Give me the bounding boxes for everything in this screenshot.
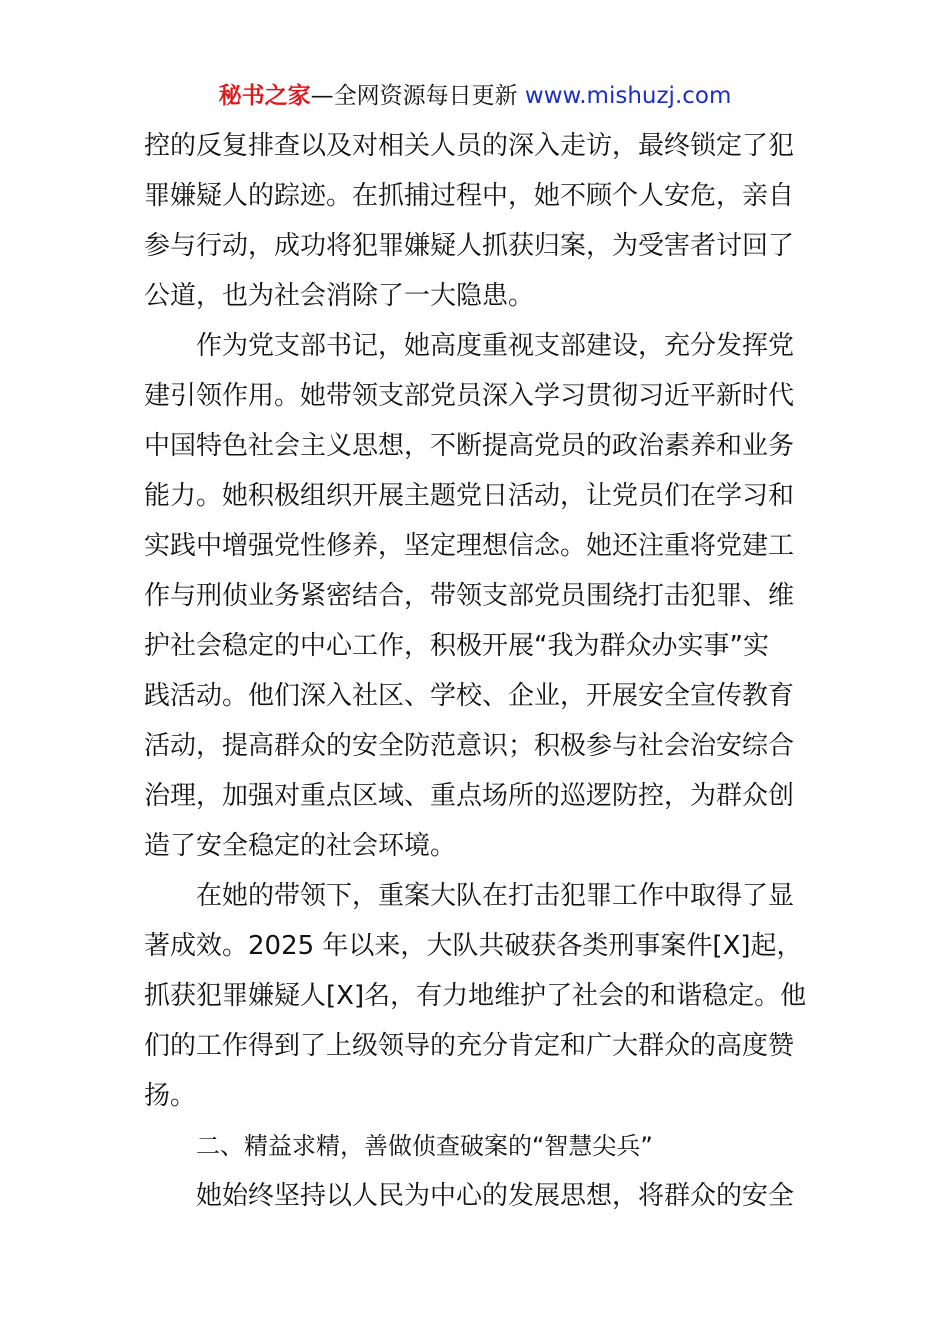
paragraph-line: 罪嫌疑人的踪迹。在抓捕过程中，她不顾个人安危，亲自 [144, 181, 795, 211]
paragraph-line: 作与刑侦业务紧密结合，带领支部党员围绕打击犯罪、维 [144, 581, 795, 611]
paragraph-line: 能力。她积极组织开展主题党日活动，让党员们在学习和 [144, 481, 795, 511]
paragraph-line: 中国特色社会主义思想，不断提高党员的政治素养和业务 [144, 431, 795, 461]
paragraph-line: 抓获犯罪嫌疑人[X]名，有力地维护了社会的和谐稳定。他 [144, 981, 807, 1011]
paragraph-line: 实践中增强党性修养，坚定理想信念。她还注重将党建工 [144, 531, 795, 561]
paragraph-line: 作为党支部书记，她高度重视支部建设，充分发挥党 [196, 331, 795, 361]
paragraph-line: 著成效。2025 年以来，大队共破获各类刑事案件[X]起， [144, 931, 803, 961]
paragraph-line: 践活动。他们深入社区、学校、企业，开展安全宣传教育 [144, 681, 795, 711]
paragraph-line: 造了安全稳定的社会环境。 [144, 831, 457, 861]
page-header [0, 80, 950, 112]
site-tagline: —全网资源每日更新 [310, 83, 525, 109]
document-body [144, 121, 824, 1221]
paragraph-line: 在她的带领下，重案大队在打击犯罪工作中取得了显 [196, 881, 795, 911]
paragraph-line: 公道，也为社会消除了一大隐患。 [144, 281, 535, 311]
site-url-link[interactable]: www.mishuzj.com [524, 83, 732, 109]
paragraph-line: 她始终坚持以人民为中心的发展思想，将群众的安全 [196, 1181, 795, 1211]
section-heading: 二、精益求精，善做侦查破案的“智慧尖兵” [196, 1132, 653, 1160]
paragraph-line: 活动，提高群众的安全防范意识；积极参与社会治安综合 [144, 731, 795, 761]
paragraph-line: 扬。 [144, 1081, 197, 1111]
paragraph-line: 参与行动，成功将犯罪嫌疑人抓获归案，为受害者讨回了 [144, 231, 795, 261]
paragraph-line: 治理，加强对重点区域、重点场所的巡逻防控，为群众创 [144, 781, 795, 811]
paragraph-line: 控的反复排查以及对相关人员的深入走访，最终锁定了犯 [144, 131, 795, 161]
paragraph-line: 建引领作用。她带领支部党员深入学习贯彻习近平新时代 [144, 381, 795, 411]
paragraph-line: 护社会稳定的中心工作，积极开展“我为群众办实事”实 [144, 631, 769, 661]
site-brand: 秘书之家 [218, 83, 311, 109]
paragraph-line: 们的工作得到了上级领导的充分肯定和广大群众的高度赞 [144, 1031, 795, 1061]
